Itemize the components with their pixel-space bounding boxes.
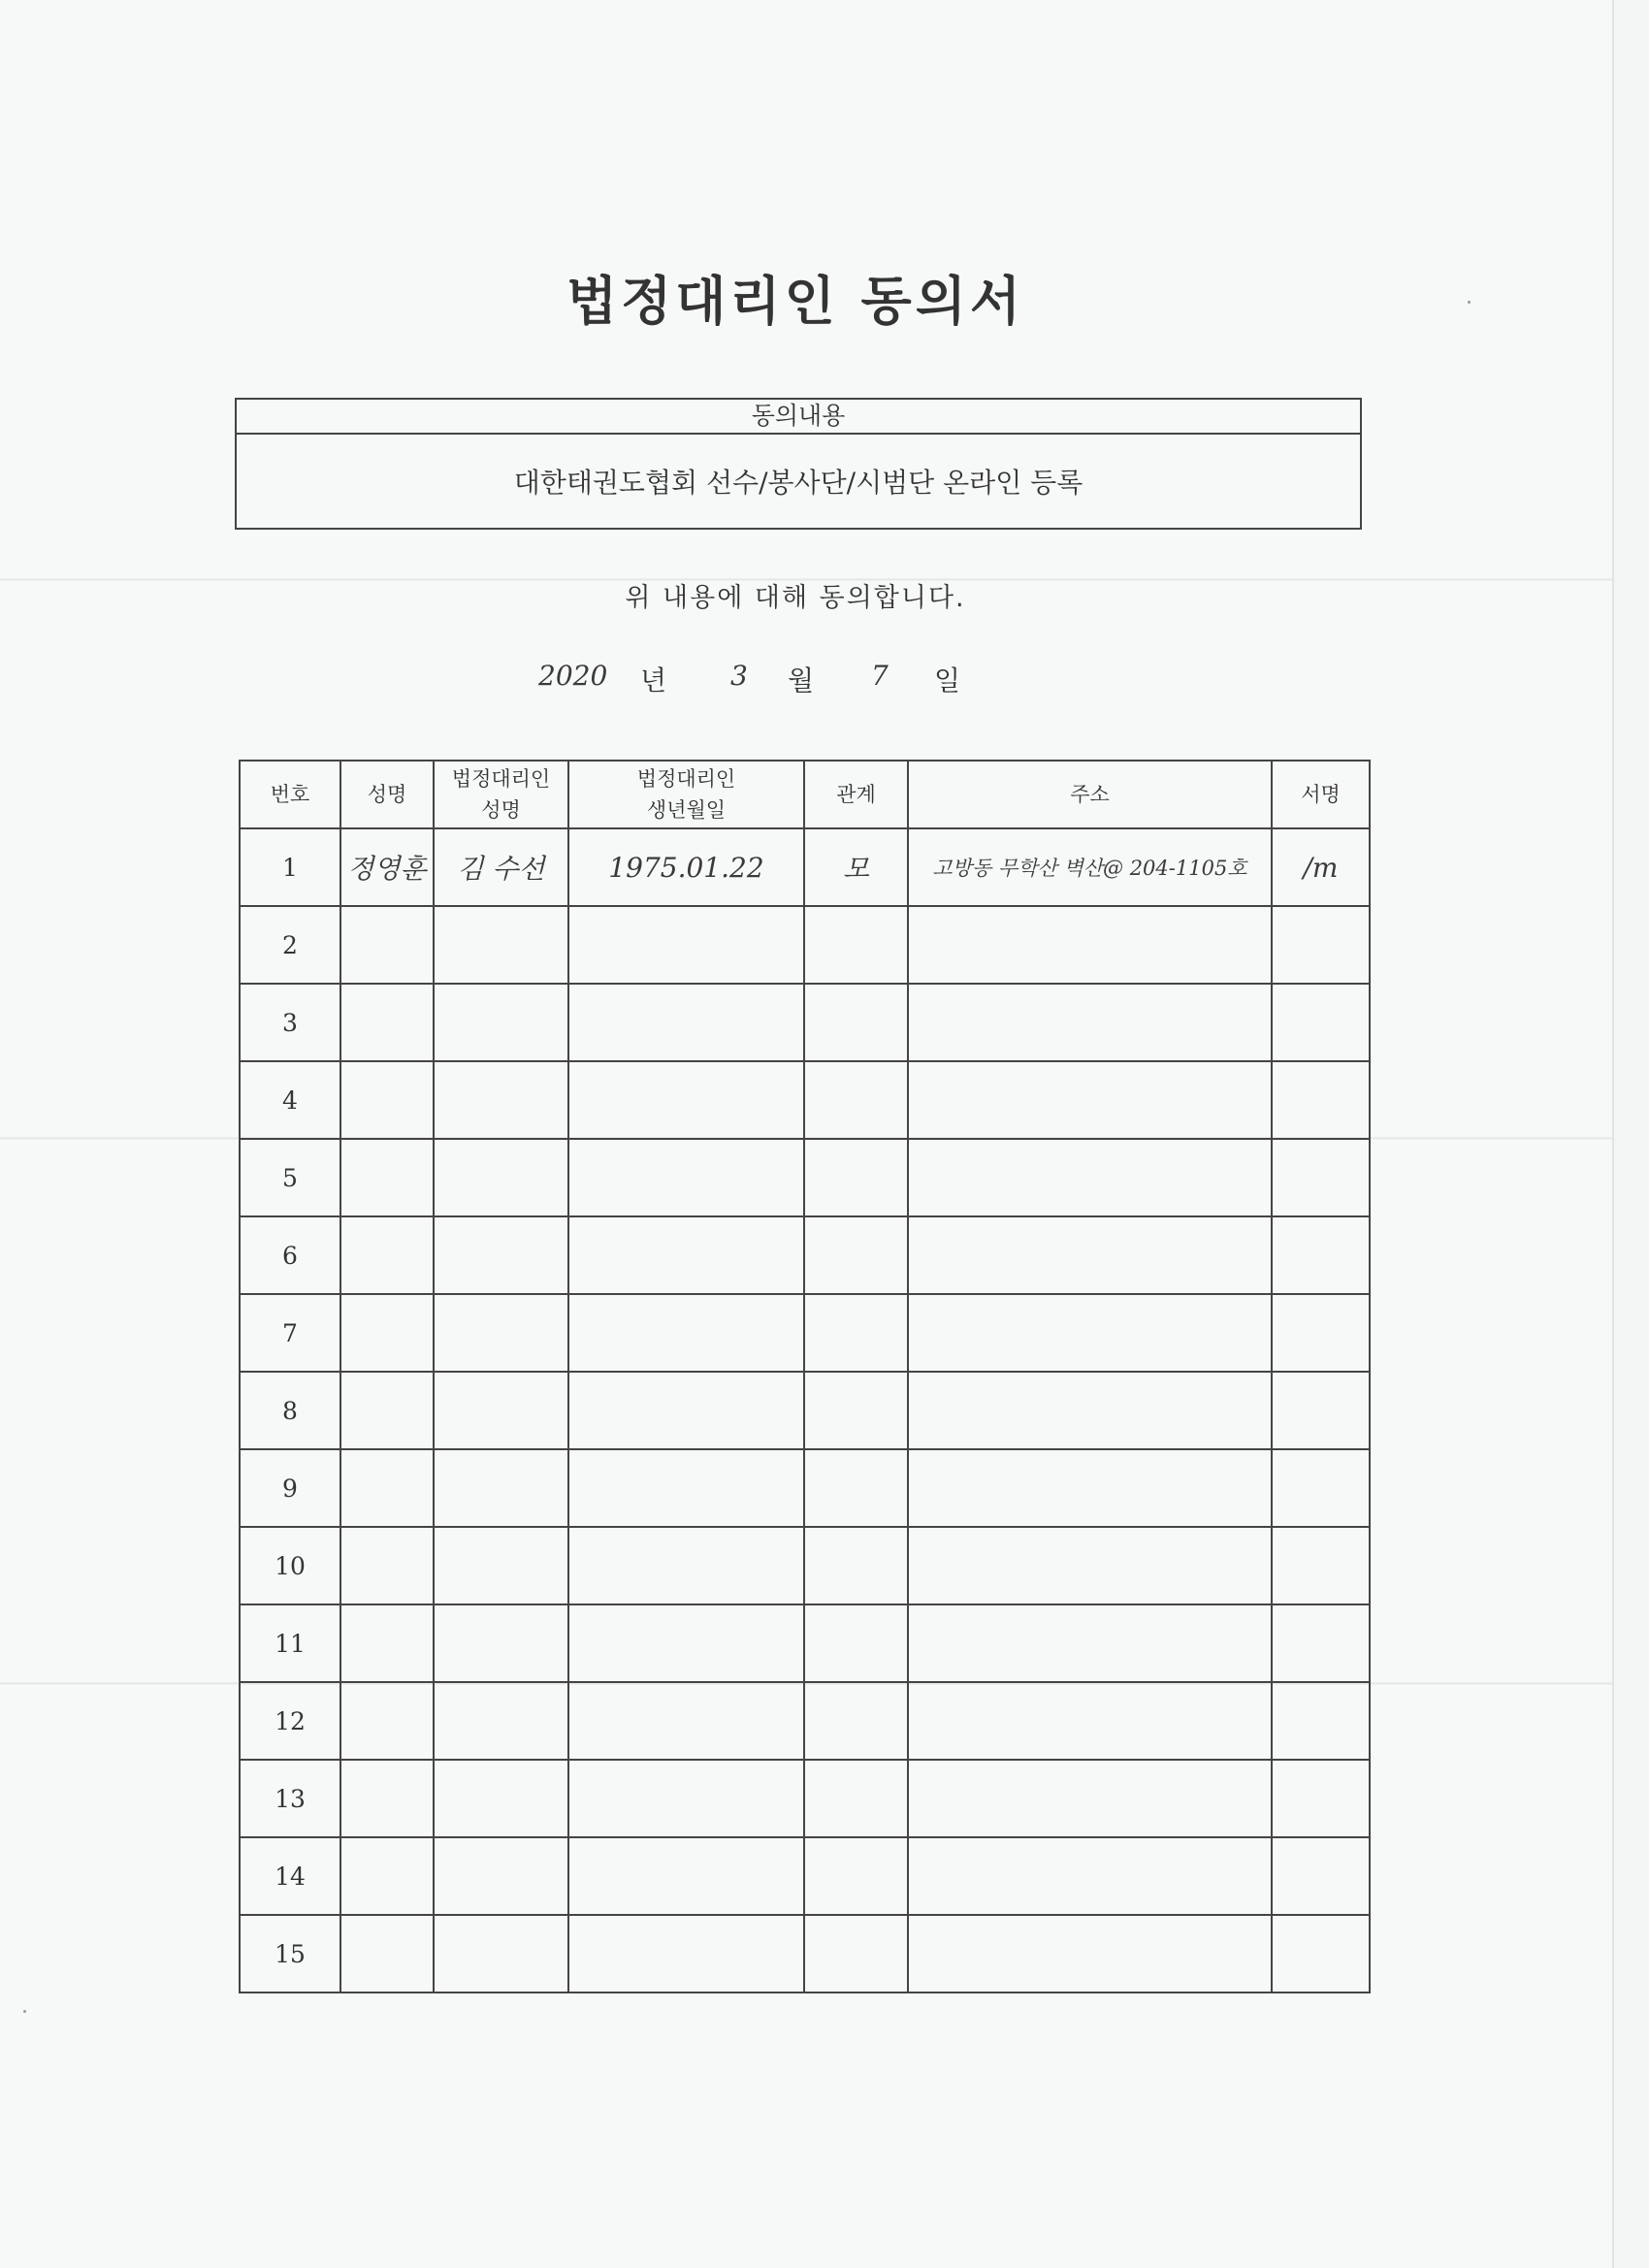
header-number: 번호 [240,761,340,828]
cell-address [908,1139,1272,1216]
header-relation: 관계 [804,761,908,828]
cell-relation [804,906,908,984]
cell-relation [804,1449,908,1527]
document-title: 법정대리인 동의서 [566,271,1025,332]
cell-signature [1272,1837,1370,1915]
date-month-unit: 월 [788,664,815,697]
cell-guardian-birth [568,1682,804,1760]
cell-guardian-name [434,1915,568,1993]
cell-name [340,1837,434,1915]
table-row [240,1449,1370,1527]
cell-address [908,906,1272,984]
header-signature: 서명 [1272,761,1370,828]
cell-name [340,1682,434,1760]
cell-name [340,1449,434,1527]
cell-guardian-name [434,906,568,984]
cell-address [908,1449,1272,1527]
cell-number: 6 [240,1216,340,1294]
cell-name [340,1604,434,1682]
cell-number: 4 [240,1061,340,1139]
cell-name [340,1061,434,1139]
header-guardian-name [434,761,568,828]
header-address: 주소 [908,761,1272,828]
table-row [240,1604,1370,1682]
cell-relation [804,1139,908,1216]
cell-relation [804,1915,908,1993]
cell-guardian-birth [568,1604,804,1682]
date-month: 3 [730,660,748,692]
cell-address: 고방동 무학산 벽산@ 204-1105호 [908,828,1272,906]
cell-number: 8 [240,1372,340,1449]
cell-relation [804,1682,908,1760]
table-row [240,1915,1370,1993]
cell-address [908,1682,1272,1760]
cell-name [340,984,434,1061]
table-row [240,984,1370,1061]
cell-name [340,1139,434,1216]
consent-header: 동의내용 [237,400,1360,435]
cell-address [908,1216,1272,1294]
date-day: 7 [871,660,889,692]
cell-guardian-birth [568,1449,804,1527]
cell-signature [1272,1139,1370,1216]
cell-guardian-name: 김 수선 [434,828,568,906]
cell-signature [1272,1760,1370,1837]
cell-relation [804,1760,908,1837]
cell-relation [804,1061,908,1139]
header-guardian-name-line2: 성명 [481,798,521,822]
cell-guardian-name [434,1682,568,1760]
cell-number: 13 [240,1760,340,1837]
cell-number: 2 [240,906,340,984]
cell-signature [1272,1449,1370,1527]
cell-guardian-name [434,1449,568,1527]
cell-guardian-birth [568,1527,804,1604]
cell-name [340,906,434,984]
table-row [240,1061,1370,1139]
cell-number: 5 [240,1139,340,1216]
cell-guardian-birth [568,1139,804,1216]
cell-number: 1 [240,828,340,906]
cell-relation [804,1216,908,1294]
table-row [240,1294,1370,1372]
table-row [240,1139,1370,1216]
date-day-unit: 일 [934,664,961,697]
cell-relation [804,1372,908,1449]
paper-speck [23,2010,26,2013]
cell-relation [804,1837,908,1915]
cell-address [908,1915,1272,1993]
cell-guardian-name [434,1372,568,1449]
cell-guardian-name [434,1604,568,1682]
date-year: 2020 [538,660,608,692]
cell-name [340,1527,434,1604]
table-row [240,1372,1370,1449]
agreement-statement: 위 내용에 대해 동의합니다. [625,583,966,613]
cell-relation [804,984,908,1061]
cell-name [340,1216,434,1294]
cell-guardian-birth [568,1837,804,1915]
table-row [240,1216,1370,1294]
cell-guardian-birth [568,1915,804,1993]
header-guardian-birth-line1: 법정대리인 [636,767,736,791]
cell-address [908,1294,1272,1372]
cell-relation [804,1294,908,1372]
cell-signature [1272,1061,1370,1139]
cell-relation [804,1604,908,1682]
cell-name [340,1915,434,1993]
cell-signature [1272,1604,1370,1682]
consent-body: 대한태권도협회 선수/봉사단/시범단 온라인 등록 [513,467,1083,499]
cell-guardian-name [434,1061,568,1139]
cell-signature [1272,1682,1370,1760]
date-year-unit: 년 [640,664,667,697]
header-guardian-birth-line2: 생년월일 [646,798,727,822]
consent-box [235,398,1362,530]
cell-guardian-birth [568,1760,804,1837]
cell-address [908,1527,1272,1604]
table-header-row [240,761,1370,828]
cell-address [908,1372,1272,1449]
cell-signature [1272,1915,1370,1993]
cell-guardian-name [434,1294,568,1372]
cell-signature [1272,1294,1370,1372]
cell-number: 14 [240,1837,340,1915]
header-name: 성명 [340,761,434,828]
table-row [240,828,1370,906]
cell-name [340,1372,434,1449]
cell-relation: 모 [804,828,908,906]
cell-name [340,1294,434,1372]
cell-name [340,1760,434,1837]
cell-address [908,1061,1272,1139]
cell-number: 15 [240,1915,340,1993]
cell-address [908,1837,1272,1915]
cell-guardian-name [434,1139,568,1216]
cell-guardian-birth: 1975.01.22 [568,828,804,906]
cell-number: 11 [240,1604,340,1682]
cell-signature [1272,984,1370,1061]
guardian-roster-table [239,760,1371,1993]
header-guardian-birth [568,761,804,828]
cell-guardian-birth [568,984,804,1061]
cell-guardian-birth [568,1294,804,1372]
cell-signature [1272,1216,1370,1294]
table-row [240,906,1370,984]
cell-guardian-birth [568,1372,804,1449]
cell-address [908,1604,1272,1682]
cell-guardian-birth [568,906,804,984]
cell-signature: /m [1272,828,1370,906]
cell-guardian-name [434,1760,568,1837]
header-guardian-name-line1: 법정대리인 [451,767,551,791]
cell-number: 3 [240,984,340,1061]
cell-guardian-name [434,1527,568,1604]
cell-signature [1272,1372,1370,1449]
cell-number: 9 [240,1449,340,1527]
cell-address [908,1760,1272,1837]
cell-guardian-name [434,1837,568,1915]
cell-number: 7 [240,1294,340,1372]
table-row [240,1527,1370,1604]
cell-guardian-name [434,984,568,1061]
table-row [240,1682,1370,1760]
cell-number: 12 [240,1682,340,1760]
cell-guardian-birth [568,1061,804,1139]
cell-name: 정영훈 [340,828,434,906]
table-row [240,1760,1370,1837]
table-row [240,1837,1370,1915]
cell-signature [1272,906,1370,984]
cell-address [908,984,1272,1061]
cell-guardian-birth [568,1216,804,1294]
cell-signature [1272,1527,1370,1604]
cell-guardian-name [434,1216,568,1294]
cell-number: 10 [240,1527,340,1604]
cell-relation [804,1527,908,1604]
